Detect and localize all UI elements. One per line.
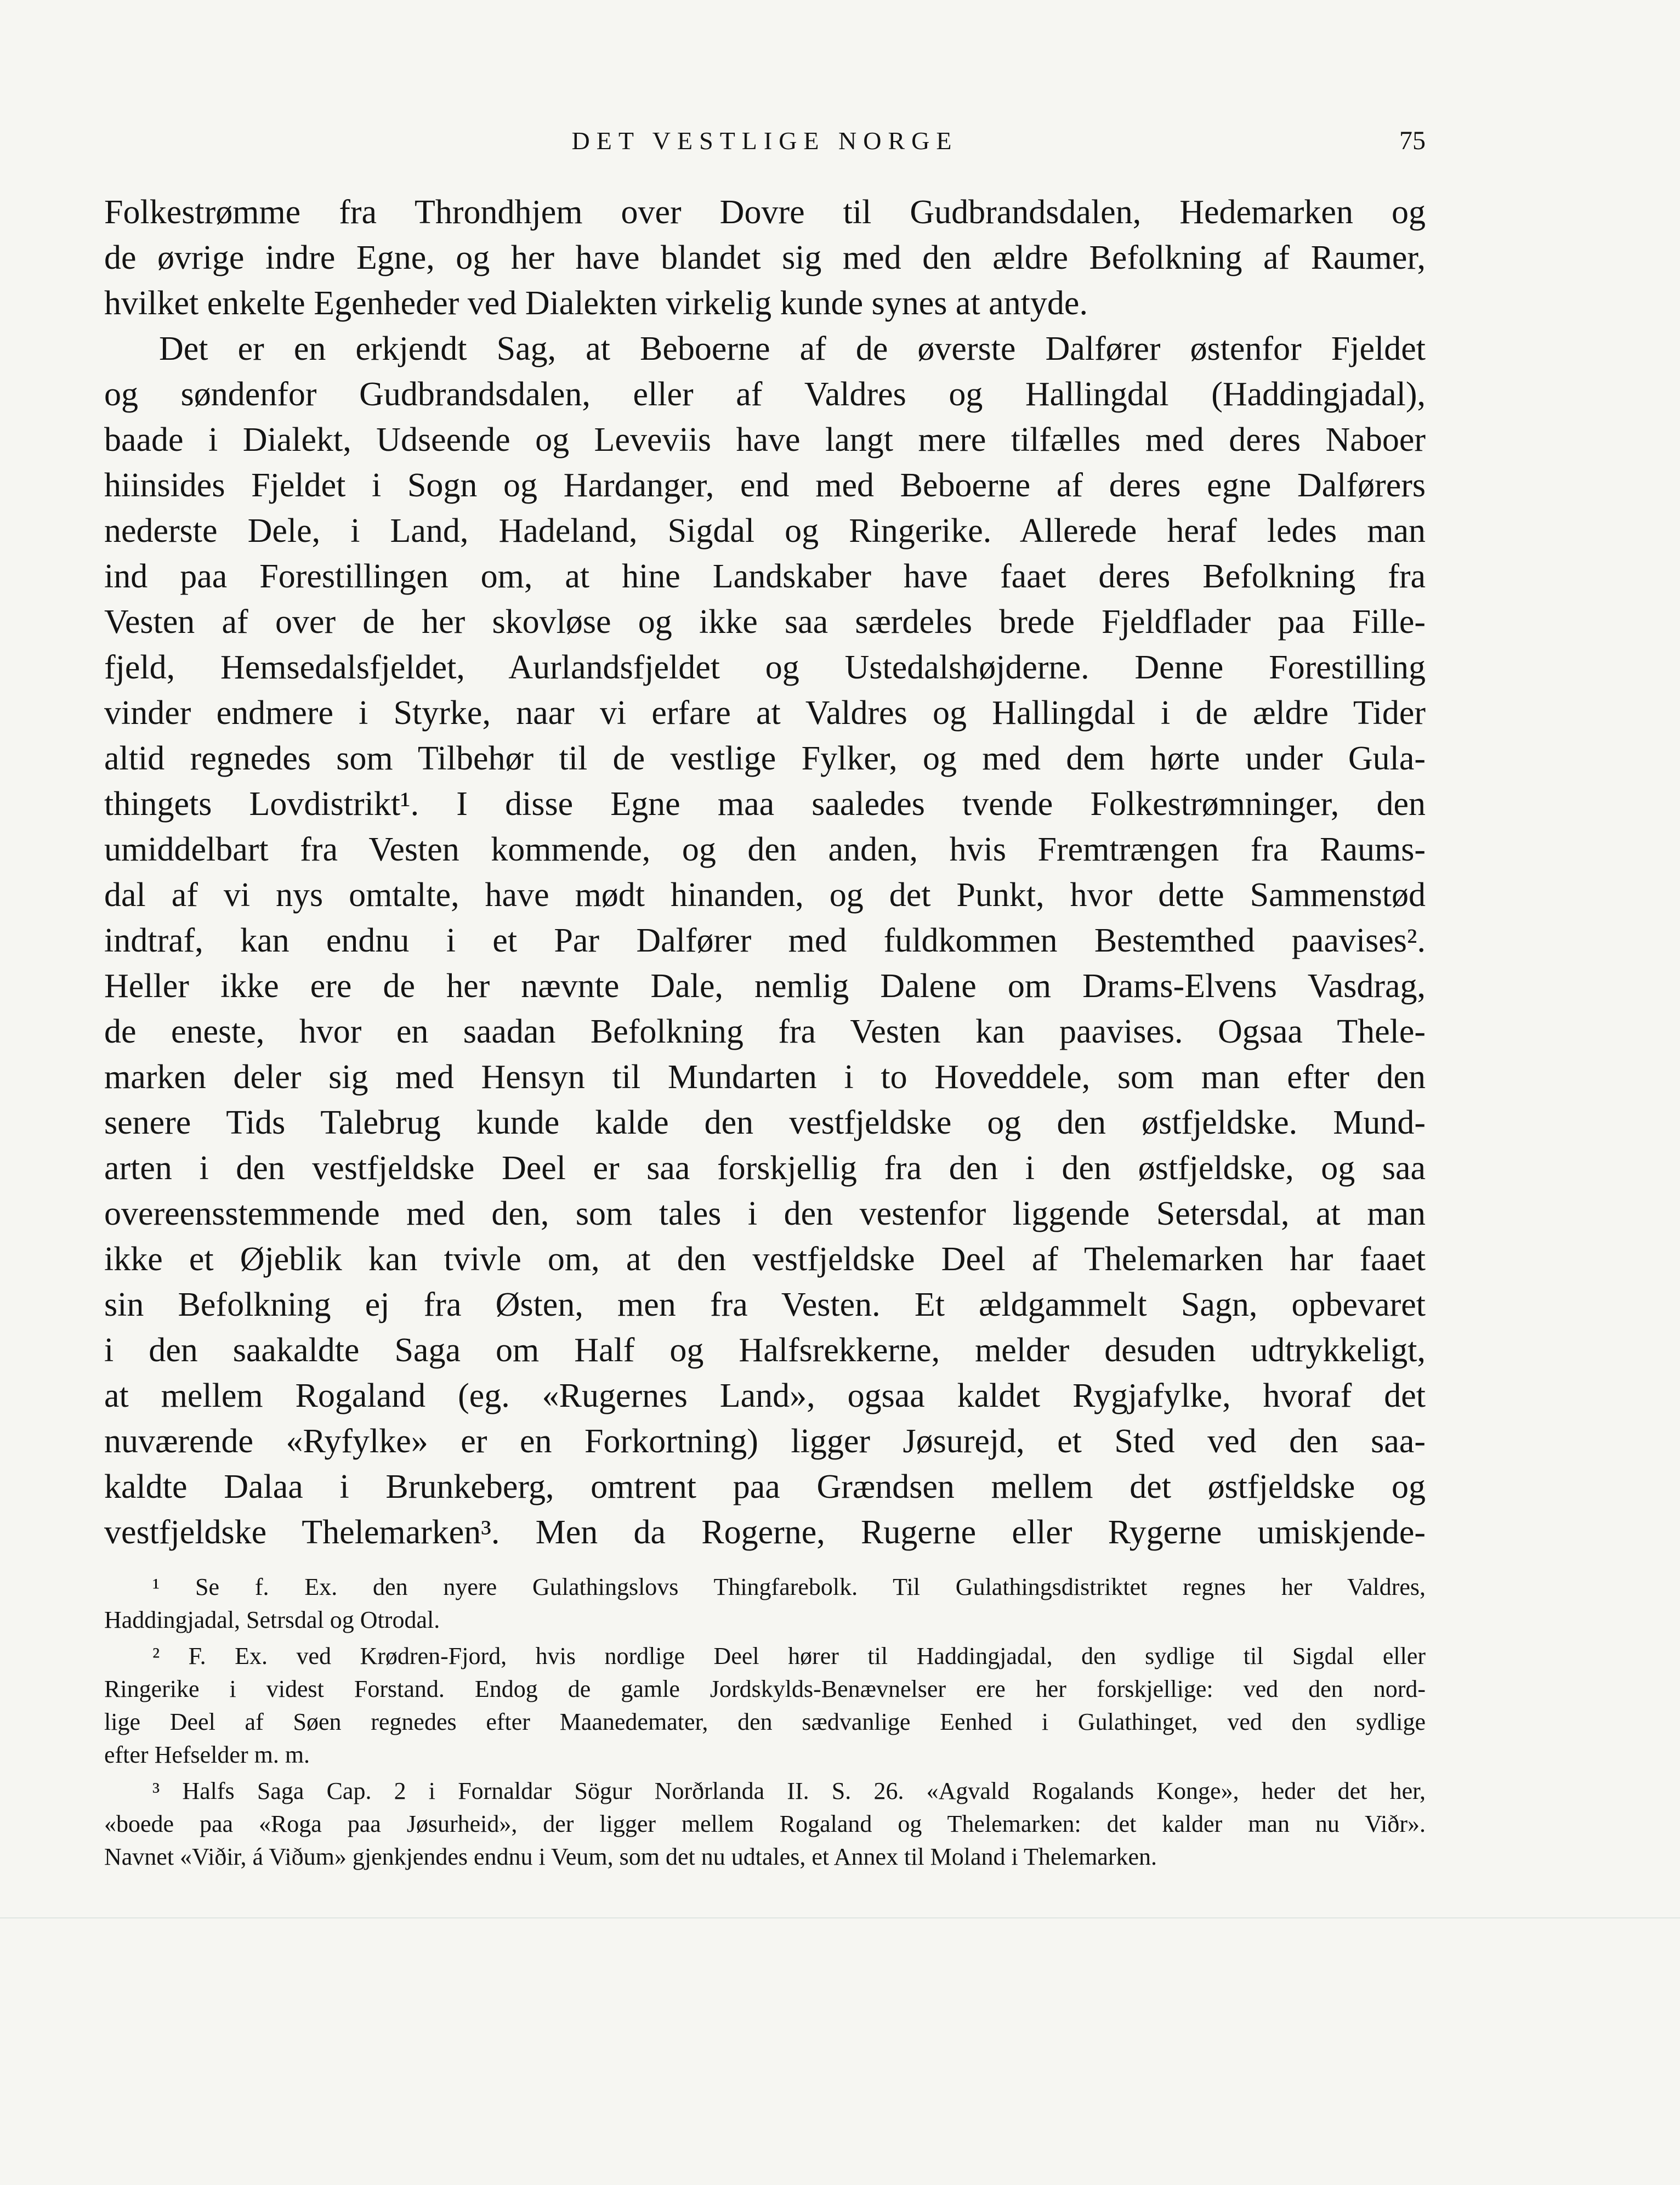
text-line: Vesten af over de her skovløse og ikke saa særdeles brede Fjeldflader paa Fille- xyxy=(104,603,1426,641)
text-line: thingets Lovdistrikt¹. I disse Egne maa saaledes tvende Folkestrømninger, den xyxy=(104,785,1426,823)
footnote-line: lige Deel af Søen regnedes efter Maanedemater, den sædvanlige Eenhed i Gulathinget, ved den sydlige xyxy=(104,1708,1426,1735)
text-line: kaldte Dalaa i Brunkeberg, omtrent paa Grændsen mellem det østfjeldske og xyxy=(104,1468,1426,1505)
footnote-1 xyxy=(104,1571,1426,1637)
page-number: 75 xyxy=(1399,126,1426,155)
text-line: Heller ikke ere de her nævnte Dale, nemlig Dalene om Drams-Elvens Vasdrag, xyxy=(104,967,1426,1005)
text-line: de øvrige indre Egne, og her have blandet sig med den ældre Befolkning af Raumer, xyxy=(104,239,1426,276)
text-line: nuværende «Ryfylke» er en Forkortning) ligger Jøsurejd, et Sted ved den saa- xyxy=(104,1423,1426,1460)
text-line: vinder endmere i Styrke, naar vi erfare at Valdres og Hallingdal i de ældre Tider xyxy=(104,694,1426,732)
text-line: Folkestrømme fra Throndhjem over Dovre til Gudbrandsdalen, Hedemarken og xyxy=(104,194,1426,231)
footnote-line: ² F. Ex. ved Krødren-Fjord, hvis nordlige Deel hører til Haddingjadal, den sydlige til Sigdal eller xyxy=(152,1643,1426,1669)
text-line: ikke et Øjeblik kan tvivle om, at den vestfjeldske Deel af Thelemarken har faaet xyxy=(104,1241,1426,1278)
body-text xyxy=(104,190,1426,1555)
text-line: marken deler sig med Hensyn til Mundarten i to Hoveddele, som man efter den xyxy=(104,1058,1426,1096)
text-line: sin Befolkning ej fra Østen, men fra Vesten. Et ældgammelt Sagn, opbevaret xyxy=(104,1286,1426,1323)
text-line: vestfjeldske Thelemarken³. Men da Rogerne, Rugerne eller Rygerne umiskjende- xyxy=(104,1514,1426,1551)
footnote-line: Ringerike i videst Forstand. Endog de gamle Jordskylds-Benævnelser ere her forskjellige: ved den nord- xyxy=(104,1675,1426,1702)
text-line: i den saakaldte Saga om Half og Halfsrekkerne, melder desuden udtrykkeligt, xyxy=(104,1332,1426,1369)
text-line: ind paa Forestillingen om, at hine Landskaber have faaet deres Befolkning fra xyxy=(104,558,1426,595)
text-line: nederste Dele, i Land, Hadeland, Sigdal og Ringerike. Allerede heraf ledes man xyxy=(104,512,1426,550)
text-line: fjeld, Hemsedalsfjeldet, Aurlandsfjeldet og Ustedalshøjderne. Denne Forestilling xyxy=(104,649,1426,686)
text-line: arten i den vestfjeldske Deel er saa forskjellig fra den i den østfjeldske, og saa xyxy=(104,1150,1426,1187)
text-line: baade i Dialekt, Udseende og Leveviis have langt mere tilfælles med deres Naboer xyxy=(104,421,1426,458)
footnote-3 xyxy=(104,1775,1426,1873)
footnote-line: «boede paa «Roga paa Jøsurheid», der ligger mellem Rogaland og Thelemarken: det kalder man nu Viðr». xyxy=(104,1810,1426,1837)
running-title: DET VESTLIGE NORGE xyxy=(571,127,958,155)
text-line: hvilket enkelte Egenheder ved Dialekten virkelig kunde synes at antyde. xyxy=(104,285,1088,322)
text-line: de eneste, hvor en saadan Befolkning fra Vesten kan paavises. Ogsaa Thele- xyxy=(104,1013,1426,1050)
text-line: dal af vi nys omtalte, have mødt hinanden, og det Punkt, hvor dette Sammenstød xyxy=(104,876,1426,914)
text-line: altid regnedes som Tilbehør til de vestlige Fylker, og med dem hørte under Gula- xyxy=(104,740,1426,777)
footnote-line: efter Hefselder m. m. xyxy=(104,1741,310,1768)
text-line: umiddelbart fra Vesten kommende, og den anden, hvis Fremtrængen fra Raums- xyxy=(104,831,1426,868)
text-line: overeensstemmende med den, som tales i den vestenfor liggende Setersdal, at man xyxy=(104,1195,1426,1232)
text-line: hiinsides Fjeldet i Sogn og Hardanger, end med Beboerne af deres egne Dalførers xyxy=(104,467,1426,504)
running-head xyxy=(104,122,1426,160)
text-line: indtraf, kan endnu i et Par Dalfører med fuldkommen Bestemthed paavises². xyxy=(104,922,1426,959)
text-line: at mellem Rogaland (eg. «Rugernes Land», ogsaa kaldet Rygjafylke, hvoraf det xyxy=(104,1377,1426,1414)
text-line: senere Tids Talebrug kunde kalde den vestfjeldske og den østfjeldske. Mund- xyxy=(104,1104,1426,1141)
footnotes xyxy=(104,1571,1426,1873)
footnote-2 xyxy=(104,1640,1426,1771)
footnote-line: Haddingjadal, Setrsdal og Otrodal. xyxy=(104,1606,440,1633)
paragraph-first-line: Det er en erkjendt Sag, at Beboerne af de øverste Dalfører østenfor Fjeldet xyxy=(159,330,1426,367)
footnote-line: Navnet «Viðir, á Viðum» gjenkjendes endnu i Veum, som det nu udtales, et Annex til Moland i Thelemarken. xyxy=(104,1843,1157,1870)
page-edge-line xyxy=(0,1917,1680,1918)
footnote-line: ¹ Se f. Ex. den nyere Gulathingslovs Thingfarebolk. Til Gulathingsdistriktet regnes her Valdres, xyxy=(152,1573,1426,1600)
footnote-line: ³ Halfs Saga Cap. 2 i Fornaldar Sögur Norðrlanda II. S. 26. «Agvald Rogalands Konge», heder det her, xyxy=(152,1778,1426,1804)
text-line: og søndenfor Gudbrandsdalen, eller af Valdres og Hallingdal (Haddingjadal), xyxy=(104,376,1426,413)
